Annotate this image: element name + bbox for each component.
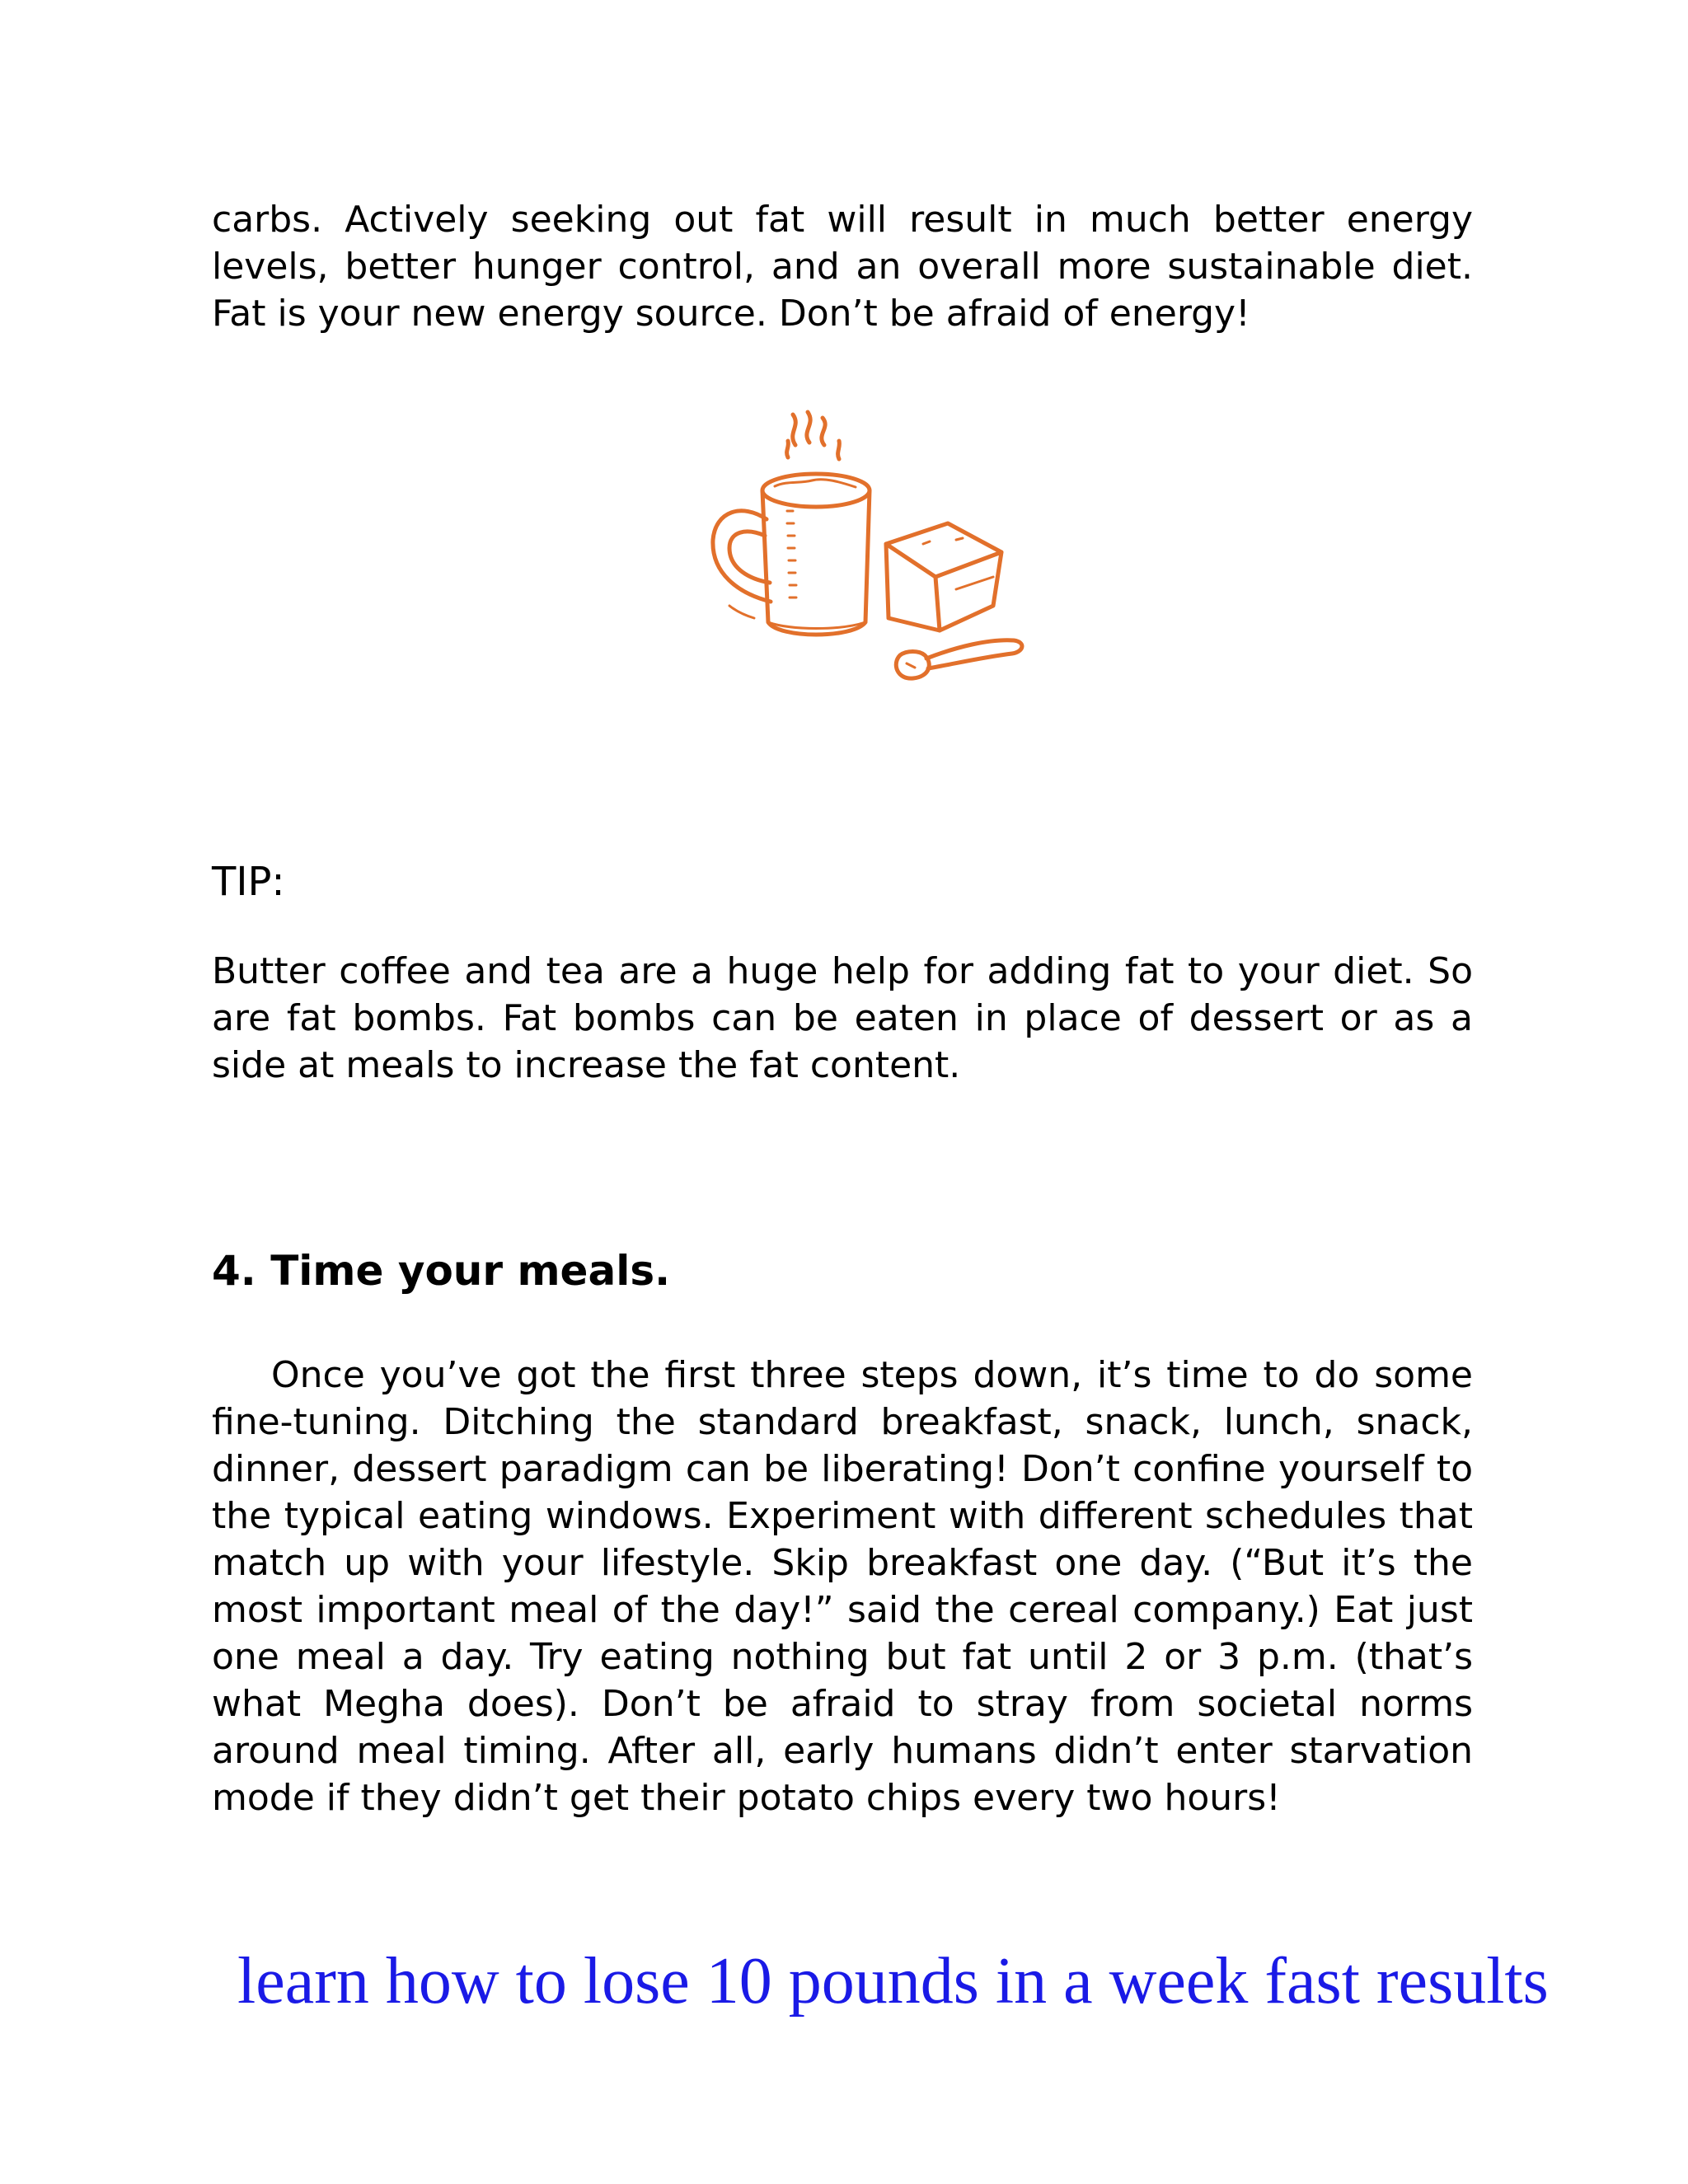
promo-link[interactable]: learn how to lose 10 pounds in a week fast results <box>237 1945 1549 2018</box>
intro-paragraph: carbs. Actively seeking out fat will result in much better energy levels, better hunger control, and an overall more sustainable diet. Fat is your new energy source. Don’t be afraid of energy! <box>212 199 1473 335</box>
tip-paragraph: Butter coffee and tea are a huge help for adding fat to your diet. So are fat bombs. Fat bombs can be eaten in place of dessert or as a side at meals to increase the fat content. <box>212 950 1473 1086</box>
section-paragraph: Once you’ve got the first three steps down, it’s time to do some fine-tuning. Ditching the standard breakfast, snack, lunch, snack, dinner, dessert paradigm can be liberating! Don’t confine yourself to the typical eating windows. Experiment with different schedules that match up with your lifestyle. Skip breakfast one day. (“But it’s the most important meal of the day!” said the cereal company.) Eat just one meal a day. Try eating nothing but fat until 2 or 3 p.m. (that’s what Megha does). Don’t be afraid to stray from societal norms around meal timing. After all, early humans didn’t enter starvation mode if they didn’t get their potato chips every two hours! <box>212 1354 1473 1819</box>
section-heading: 4. Time your meals. <box>212 1247 671 1295</box>
tip-heading: TIP: <box>212 859 285 905</box>
coffee-mug-butter-spoon-icon <box>709 408 1030 705</box>
